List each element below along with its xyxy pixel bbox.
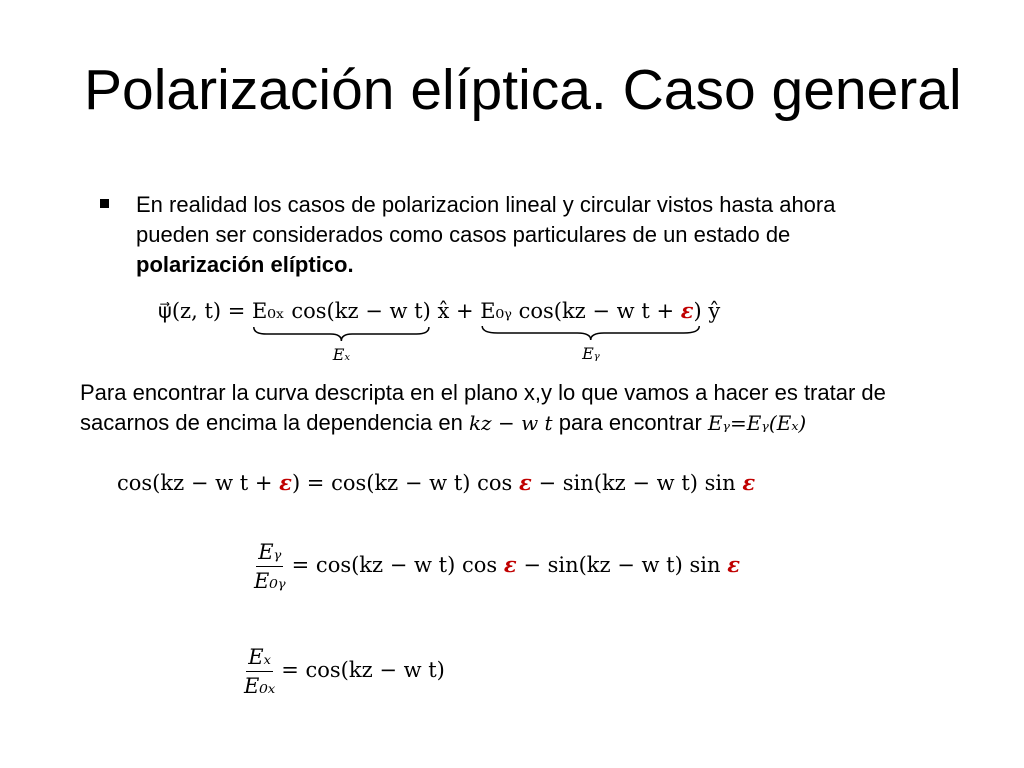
paragraph-math-1: kz − w t (468, 411, 553, 435)
paragraph-math-2: Eᵧ=Eᵧ(Eₓ) (707, 411, 807, 435)
equation-1-lhs: ψ⃗(z, t) = (158, 299, 253, 323)
equation-1-term-x-text: E₀ₓ cos(kz − w t) (252, 299, 431, 323)
equation-2-part-2: ) = cos(kz − w t) cos (291, 471, 519, 495)
fraction-denominator: E₀ₓ (244, 674, 276, 698)
bullet-point (100, 190, 890, 280)
paragraph-text-1: Para encontrar la curva descripta en el plano x,y lo que vamos a hacer es tratar de sacarnos de encima la dependencia en (80, 380, 886, 435)
fraction-numerator: Eₓ (246, 645, 273, 672)
square-bullet-icon (100, 199, 109, 208)
equation-ex-ratio (242, 645, 445, 698)
fraction-denominator: E₀ᵧ (254, 569, 286, 593)
equation-1-mid: x̂ + (430, 299, 481, 323)
bullet-text-normal: En realidad los casos de polarizacion lineal y circular vistos hasta ahora pueden ser considerados como casos particulares de un estado de (136, 192, 836, 247)
bullet-text (136, 190, 890, 280)
underbrace-x-icon (252, 327, 431, 341)
epsilon-symbol: ε (727, 552, 740, 577)
slide-title: Polarización elíptica. Caso general (84, 58, 962, 122)
equation-1-term-x (252, 299, 431, 364)
fraction-numerator: Eᵧ (256, 540, 283, 567)
epsilon-symbol: ε (279, 470, 292, 495)
equation-2-part-1: cos(kz − w t + (117, 471, 280, 495)
explanation-paragraph (80, 378, 960, 438)
underbrace-y-label: Eᵧ (582, 344, 600, 363)
epsilon-symbol: ε (519, 470, 532, 495)
equation-1-term-y-main: E₀ᵧ cos(kz − w t + (480, 299, 681, 323)
equation-3-part-1: = cos(kz − w t) cos (291, 553, 504, 577)
equation-1-term-y (480, 298, 702, 363)
underbrace-x-label: Eₓ (332, 345, 351, 364)
bullet-text-bold: polarización elíptico. (136, 252, 354, 277)
paragraph-text-2: para encontrar (552, 410, 708, 435)
epsilon-symbol: ε (503, 552, 517, 577)
equation-cosine-identity (117, 470, 755, 495)
fraction-ey-over-e0y (252, 540, 288, 593)
equation-2-part-3: − sin(kz − w t) sin (531, 471, 743, 495)
equation-1-end: ŷ (701, 299, 721, 323)
equation-1-term-y-close: ) (693, 299, 702, 323)
equation-wave-function (158, 298, 721, 364)
equation-3-part-2: − sin(kz − w t) sin (516, 553, 728, 577)
epsilon-symbol: ε (742, 470, 756, 495)
fraction-ex-over-e0x (242, 645, 277, 698)
equation-4-rhs: = cos(kz − w t) (281, 658, 445, 682)
epsilon-symbol: ε (680, 298, 694, 323)
equation-ey-ratio (252, 540, 740, 593)
underbrace-y-icon (480, 326, 701, 340)
